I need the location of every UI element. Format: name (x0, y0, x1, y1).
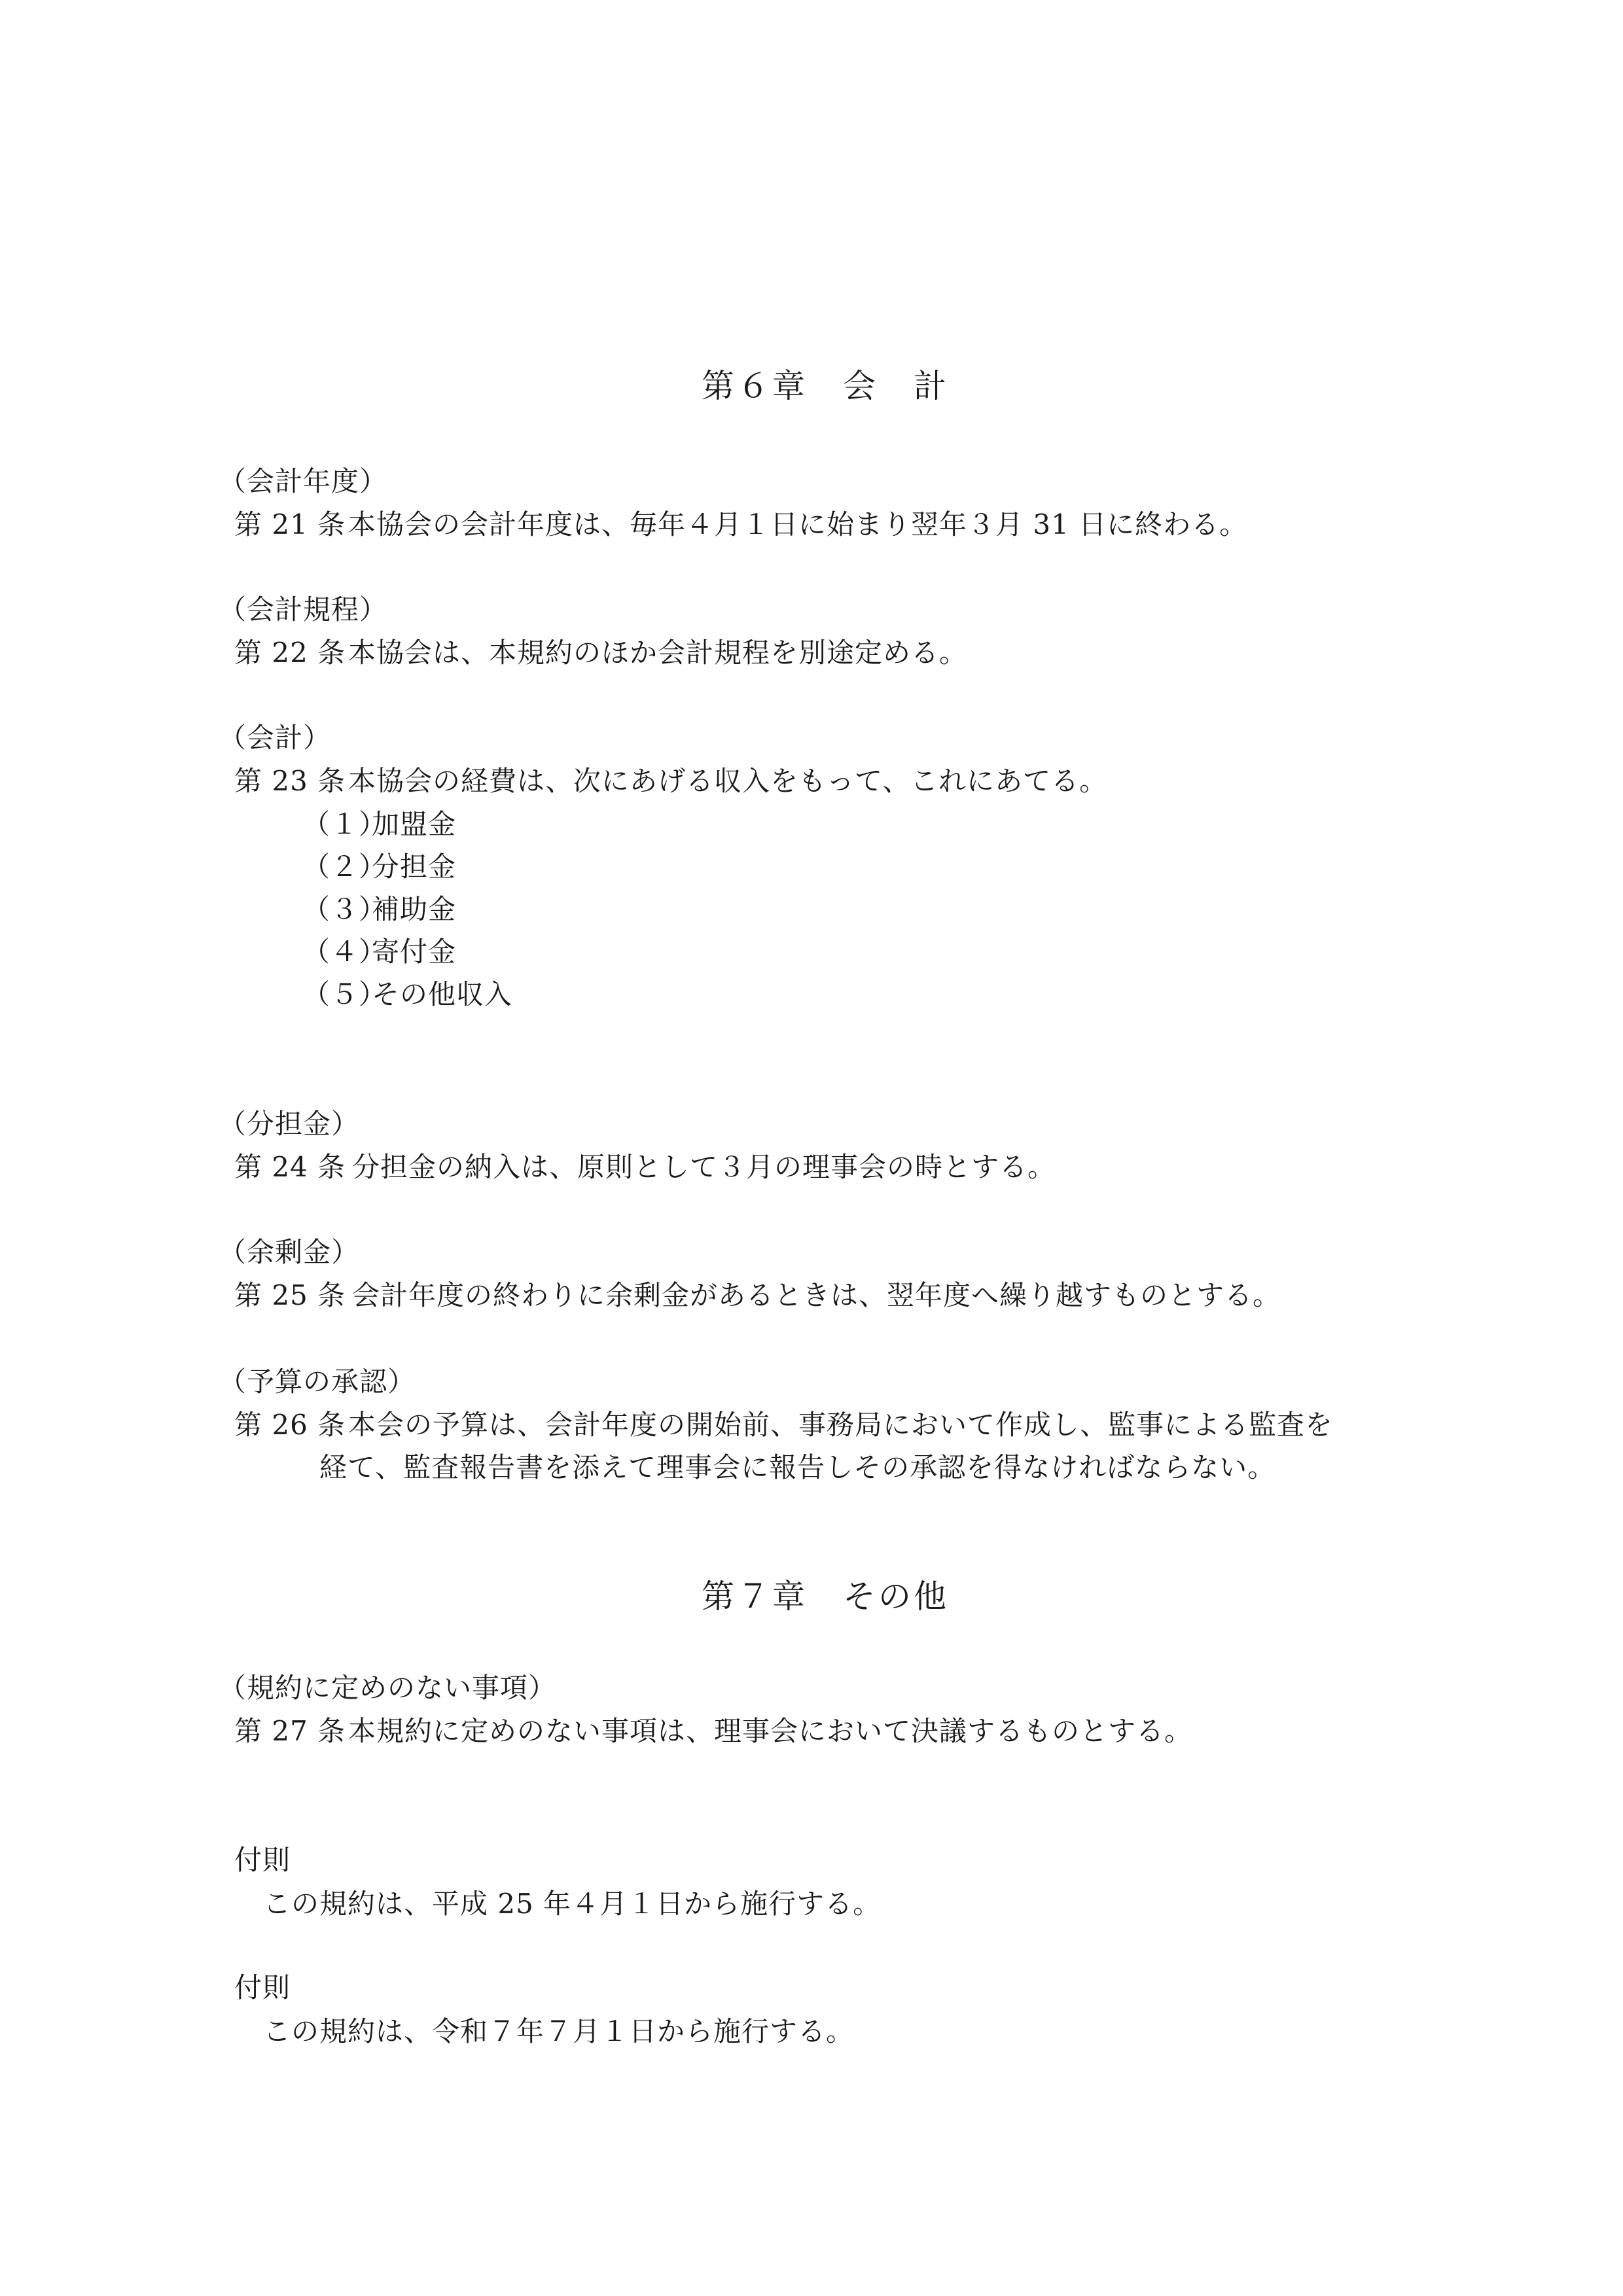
article-24-caption: （分担金） (219, 1108, 360, 1140)
article-27-caption: （規約に定めのない事項） (219, 1672, 557, 1704)
article-25 (234, 1277, 1281, 1314)
list-item (302, 806, 456, 843)
article-26 (234, 1407, 1333, 1443)
article-26-caption: （予算の承認） (219, 1366, 416, 1398)
article-21-text: 本協会の会計年度は、毎年４月１日に始まり翌年３月 31 日に終わる。 (348, 508, 1248, 540)
list-item-number: （５） (302, 978, 387, 1010)
chapter-6-title: 第６章 会 計 (702, 367, 949, 405)
article-23 (234, 763, 1107, 800)
chapter-7-title: 第７章 その他 (702, 1578, 949, 1616)
supplementary-heading: 付則 (234, 1971, 291, 2004)
article-23-number: 第 23 条 (234, 765, 346, 797)
article-27 (234, 1713, 1192, 1750)
supplementary-text: この規約は、平成 25 年４月１日から施行する。 (263, 1888, 882, 1920)
article-22-text: 本協会は、本規約のほか会計規程を別途定める。 (348, 637, 968, 669)
list-item-label: その他収入 (372, 978, 513, 1010)
article-26-number: 第 26 条 (234, 1409, 346, 1441)
article-25-text: 会計年度の終わりに余剰金があるときは、翌年度へ繰り越すものとする。 (352, 1279, 1281, 1311)
article-25-caption: （余剰金） (219, 1236, 360, 1268)
article-24 (234, 1149, 1056, 1186)
list-item (302, 849, 456, 885)
list-item-label: 寄付金 (372, 936, 457, 968)
list-item-number: （３） (302, 893, 387, 925)
supplementary-heading: 付則 (234, 1844, 291, 1876)
article-21-number: 第 21 条 (234, 508, 346, 540)
list-item (302, 891, 456, 928)
article-27-number: 第 27 条 (234, 1715, 346, 1747)
list-item (302, 934, 456, 970)
list-item-label: 分担金 (372, 851, 457, 883)
article-26-text: 本会の予算は、会計年度の開始前、事務局において作成し、監事による監査を (348, 1409, 1334, 1441)
list-item-label: 補助金 (372, 893, 457, 925)
article-21 (234, 506, 1247, 543)
article-23-text: 本協会の経費は、次にあげる収入をもって、これにあてる。 (348, 765, 1108, 797)
article-21-caption: （会計年度） (219, 465, 388, 497)
list-item-number: （１） (302, 808, 387, 840)
list-item-number: （４） (302, 936, 387, 968)
article-22-caption: （会計規程） (219, 593, 388, 626)
article-27-text: 本規約に定めのない事項は、理事会において決議するものとする。 (348, 1715, 1193, 1747)
supplementary-text: この規約は、令和７年７月１日から施行する。 (263, 2015, 855, 2047)
article-23-caption: （会計） (219, 722, 332, 754)
article-22-number: 第 22 条 (234, 637, 346, 669)
article-26-continuation: 経て、監査報告書を添えて理事会に報告しその承認を得なければならない。 (319, 1451, 1276, 1483)
article-24-number: 第 24 条 (234, 1151, 346, 1183)
article-22 (234, 635, 967, 671)
list-item (302, 976, 512, 1013)
list-item-label: 加盟金 (372, 808, 457, 840)
article-25-number: 第 25 条 (234, 1279, 346, 1311)
article-24-text: 分担金の納入は、原則として３月の理事会の時とする。 (352, 1151, 1056, 1183)
list-item-number: （２） (302, 851, 387, 883)
